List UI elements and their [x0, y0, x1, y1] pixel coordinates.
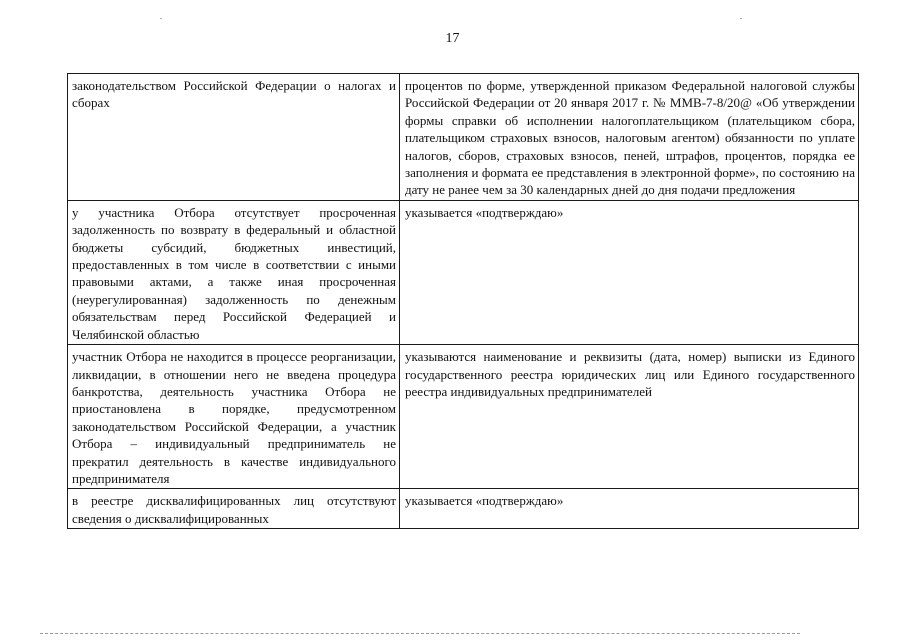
requirement-cell: в реестре дисквалифицированных лиц отсутствуют сведения о дисквалифицированных	[68, 489, 400, 529]
scan-speck	[160, 18, 162, 19]
confirmation-cell: указывается «подтверждаю»	[400, 489, 859, 529]
page-number: 17	[445, 31, 460, 46]
confirmation-cell: указывается «подтверждаю»	[400, 200, 859, 344]
table-row	[68, 200, 859, 344]
table-row	[68, 74, 859, 201]
scan-artifact-line	[40, 633, 800, 634]
requirements-table	[67, 73, 859, 529]
requirement-cell: у участника Отбора отсутствует просроченная задолженность по возврату в федеральный и областной бюджеты субсидий, бюджетных инвестиций, предоставленных в том числе в соответствии с иными правовыми актами, а также иная просроченная (неурегулированная) задолженность по денежным обязательствам перед Российской Федерацией и Челябинской областью	[68, 200, 400, 344]
scan-speck	[740, 18, 742, 19]
confirmation-cell: процентов по форме, утвержденной приказом Федеральной налоговой службы Российской Федерации от 20 января 2017 г. № ММВ-7-8/20@ «Об утверждении формы справки об исполнении налогоплательщиком (плательщиком сбора, плательщиком страховых взносов, налоговым агентом) обязанности по уплате налогов, сборов, страховых взносов, пеней, штрафов, процентов, порядка ее заполнения и формата ее представления в электронной форме», по состоянию на дату не ранее чем за 30 календарных дней до дня подачи предложения	[400, 74, 859, 201]
table-row	[68, 489, 859, 529]
requirement-cell: законодательством Российской Федерации о налогах и сборах	[68, 74, 400, 201]
requirement-cell: участник Отбора не находится в процессе реорганизации, ликвидации, в отношении него не введена процедура банкротства, деятельность участника Отбора не приостановлена в порядке, предусмотренном законодательством Российской Федерации, а участник Отбора – индивидуальный предприниматель не прекратил деятельность в качестве индивидуального предпринимателя	[68, 345, 400, 489]
confirmation-cell: указываются наименование и реквизиты (дата, номер) выписки из Единого государственного реестра юридических лиц или Единого государственного реестра индивидуальных предпринимателей	[400, 345, 859, 489]
table-row	[68, 345, 859, 489]
